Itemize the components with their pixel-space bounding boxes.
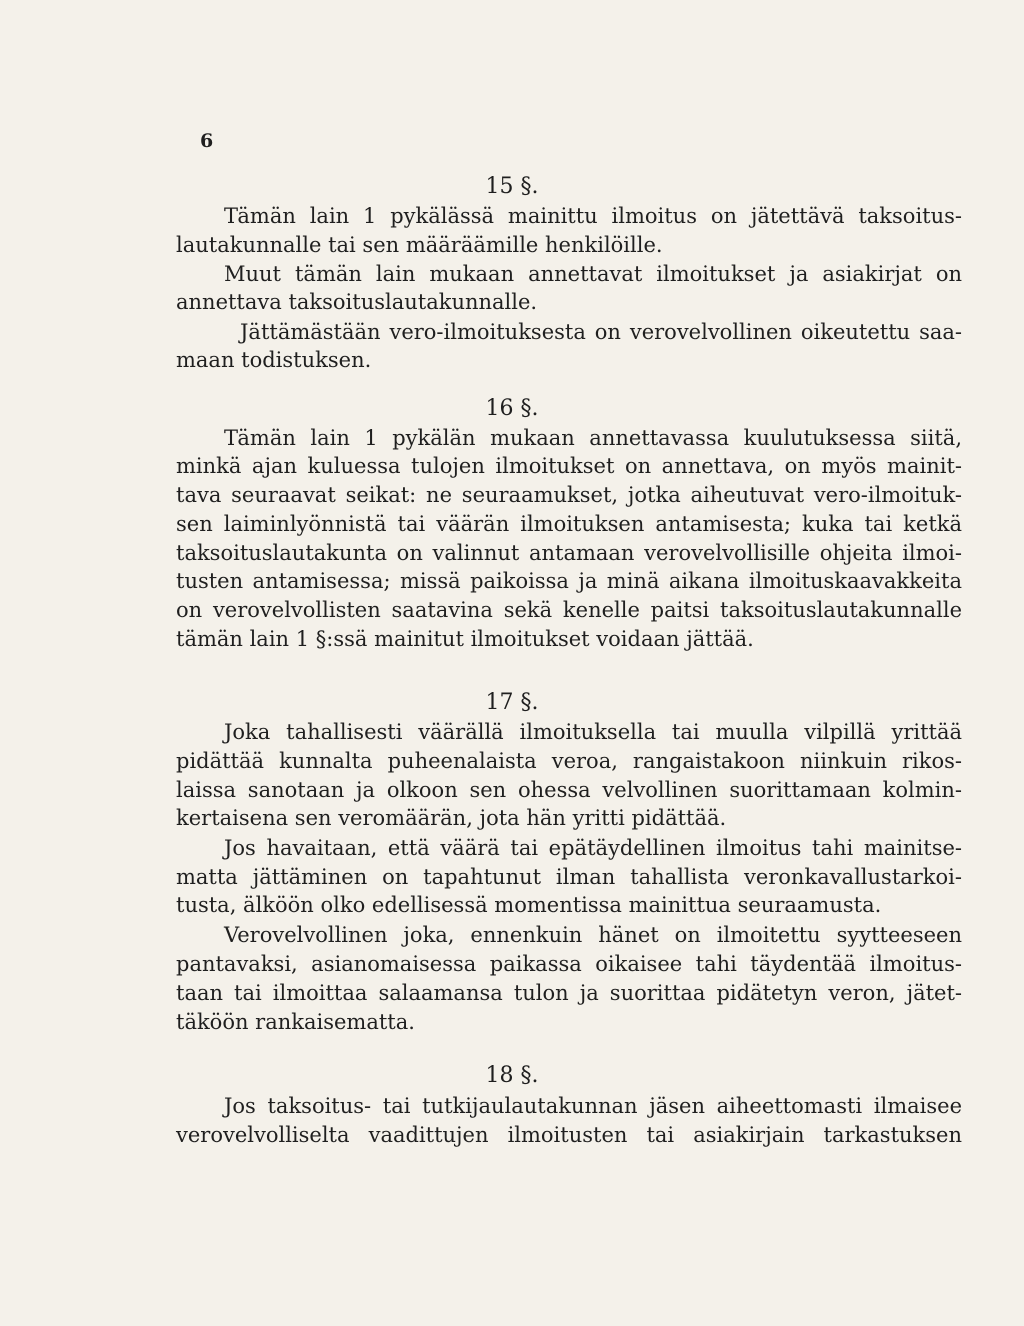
section-15-line: Jättämästään vero-ilmoituksesta on verovelvollinen oikeutettu saa-: [240, 320, 962, 344]
section-16-line: taksoituslautakunta on valinnut antamaan verovelvollisille ohjeita ilmoi-: [176, 541, 962, 565]
section-15-line: maan todistuksen.: [176, 348, 372, 372]
section-16-line: tava seuraavat seikat: ne seuraamukset, jotka aiheutuvat vero-ilmoituk-: [176, 483, 962, 507]
section-16-line: minkä ajan kuluessa tulojen ilmoitukset on annettava, on myös mainit-: [176, 454, 962, 478]
section-16-line: on verovelvollisten saatavina sekä kenelle paitsi taksoituslautakunnalle: [176, 598, 962, 622]
section-16-line: tämän lain 1 §:ssä mainitut ilmoitukset voidaan jättää.: [176, 627, 754, 651]
section-17-line: Jos havaitaan, että väärä tai epätäydellinen ilmoitus tahi mainitse-: [224, 836, 962, 860]
section-18-line: Jos taksoitus- tai tutkijaulautakunnan jäsen aiheettomasti ilmaisee: [224, 1094, 962, 1118]
page-number: 6: [200, 130, 214, 152]
section-17-line: pantavaksi, asianomaisessa paikassa oikaisee tahi täydentää ilmoitus-: [176, 952, 962, 976]
section-17-line: pidättää kunnalta puheenalaista veroa, rangaistakoon niinkuin rikos-: [176, 749, 962, 773]
section-16-line: sen laiminlyönnistä tai väärän ilmoituksen antamisesta; kuka tai ketkä: [176, 512, 962, 536]
section-17-line: Joka tahallisesti väärällä ilmoituksella tai muulla vilpillä yrittää: [224, 720, 962, 744]
section-16-line: Tämän lain 1 pykälän mukaan annettavassa kuulutuksessa siitä,: [224, 426, 962, 450]
section-17-line: tusta, älköön olko edellisessä momentissa mainittua seuraamusta.: [176, 893, 882, 917]
section-17-heading: 17 §.: [485, 690, 539, 715]
section-16-line: tusten antamisessa; missä paikoissa ja minä aikana ilmoituskaavakkeita: [176, 569, 962, 593]
section-17-line: Verovelvollinen joka, ennenkuin hänet on ilmoitettu syytteeseen: [224, 923, 962, 947]
section-18-line: verovelvolliselta vaadittujen ilmoitusten tai asiakirjain tarkastuksen: [176, 1123, 962, 1147]
section-15-line: Tämän lain 1 pykälässä mainittu ilmoitus on jätettävä taksoitus-: [224, 204, 962, 228]
section-17-line: täköön rankaisematta.: [176, 1010, 415, 1034]
section-15-heading: 15 §.: [485, 174, 539, 199]
section-18-heading: 18 §.: [485, 1063, 539, 1088]
section-15-line: Muut tämän lain mukaan annettavat ilmoitukset ja asiakirjat on: [224, 262, 962, 286]
section-15-line: lautakunnalle tai sen määräämille henkilöille.: [176, 233, 663, 257]
section-16-heading: 16 §.: [485, 396, 539, 421]
section-15-line: annettava taksoituslautakunnalle.: [176, 290, 538, 314]
section-17-line: matta jättäminen on tapahtunut ilman tahallista veronkavallustarkoi-: [176, 865, 962, 889]
section-17-line: kertaisena sen veromäärän, jota hän yritti pidättää.: [176, 806, 727, 830]
section-17-line: taan tai ilmoittaa salaamansa tulon ja suorittaa pidätetyn veron, jätet-: [176, 981, 962, 1005]
section-17-line: laissa sanotaan ja olkoon sen ohessa velvollinen suorittamaan kolmin-: [176, 778, 962, 802]
